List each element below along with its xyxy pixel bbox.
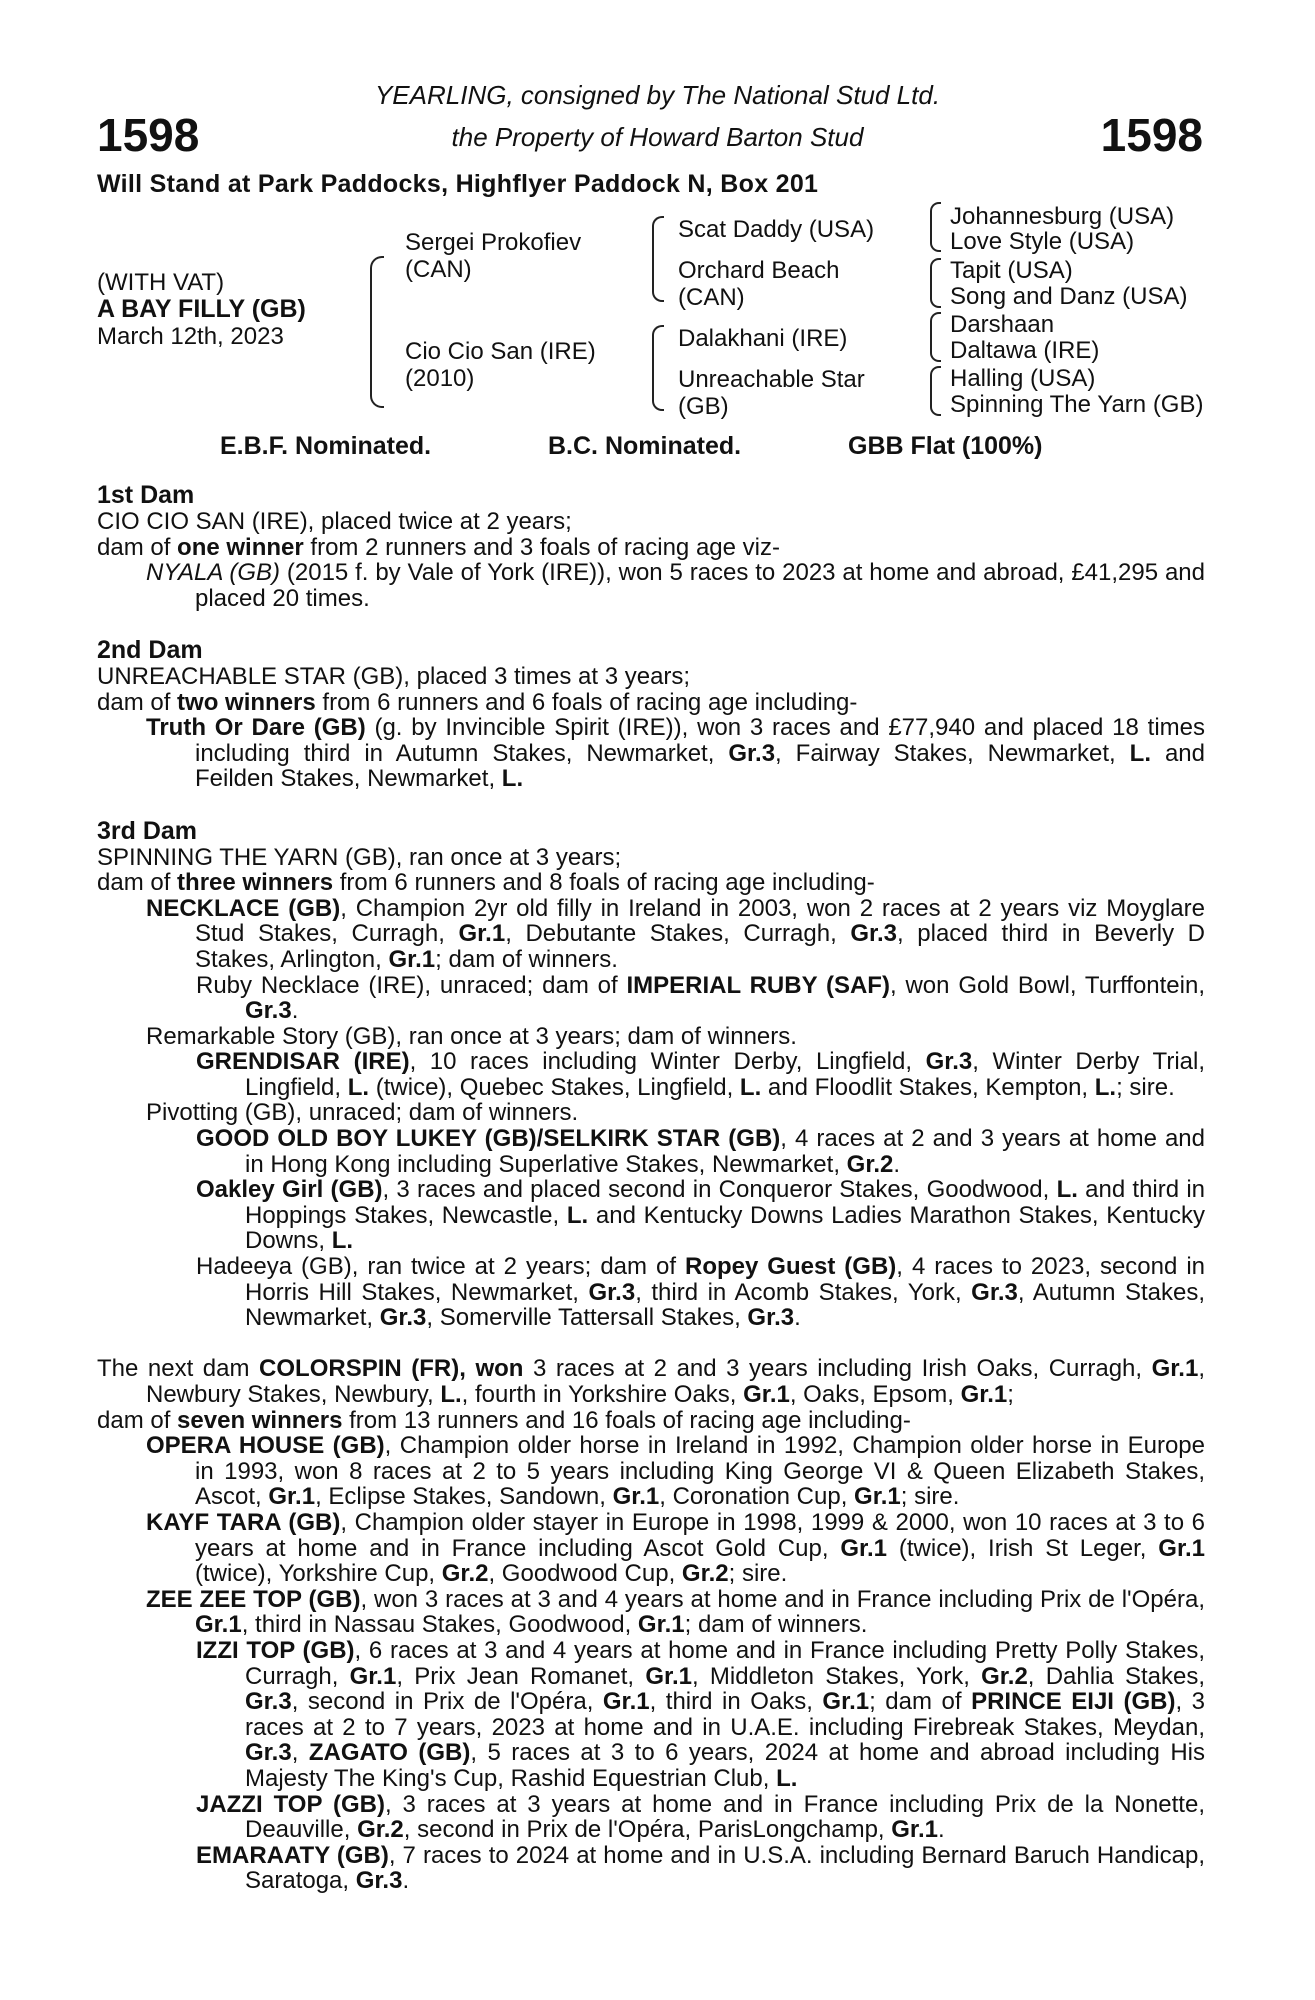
stand-location: Will Stand at Park Paddocks, Highflyer Paddock N, Box 201 bbox=[97, 170, 819, 198]
consignment-line-1: YEARLING, consigned by The National Stud Ltd. bbox=[374, 80, 941, 110]
third-dam-heading: 3rd Dam bbox=[97, 816, 198, 845]
ggp-3: Tapit (USA) bbox=[950, 257, 1073, 284]
bc-nomination: B.C. Nominated. bbox=[548, 432, 742, 460]
progeny-good-old-boy-lukey: GOOD OLD BOY LUKEY (GB)/SELKIRK STAR (GB), 4 races at 2 and 3 years at home and in Hong Kong including Superlative Stakes, Newmarket, Gr.2. bbox=[196, 1125, 1206, 1178]
ggp-7: Halling (USA) bbox=[950, 365, 1096, 392]
ggp-8: Spinning The Yarn (GB) bbox=[950, 391, 1204, 418]
second-dam-summary: dam of two winners from 6 runners and 6 foals of racing age including- bbox=[97, 688, 858, 716]
progeny-truth-or-dare: Truth Or Dare (GB) (g. by Invincible Spirit (IRE)), won 3 races and £77,940 and placed 18 times including third in Autumn Stakes, Newmarket, Gr.3, Fairway Stakes, Newmarket, L. and Feilden Stakes, Newmarket, L. bbox=[146, 714, 1205, 793]
progeny-kayf-tara: KAYF TARA (GB), Champion older stayer in Europe in 1998, 1999 & 2000, won 10 races at 3 to 6 years at home and in France including Ascot Gold Cup, Gr.1 (twice), Irish St Leger, Gr.1 (twice), Yorkshire Cup, Gr.2, Goodwood Cup, Gr.2; sire. bbox=[146, 1508, 1206, 1588]
foaling-date: March 12th, 2023 bbox=[97, 323, 284, 350]
brace-gen2-bottom bbox=[652, 325, 664, 411]
sire-sire: Scat Daddy (USA) bbox=[678, 216, 875, 243]
brace-gen3-2 bbox=[930, 258, 941, 308]
progeny-emaraaty: EMARAATY (GB), 7 races to 2024 at home and in U.S.A. including Bernard Baruch Handicap, Saratoga, Gr.3. bbox=[196, 1841, 1205, 1895]
first-dam-heading: 1st Dam bbox=[97, 481, 195, 509]
progeny-izzi-top: IZZI TOP (GB), 6 races at 3 and 4 years at home and in France including Pretty Polly Stakes, Curragh, Gr.1, Prix Jean Romanet, Gr.1, Middleton Stakes, York, Gr.2, Dahlia Stakes, Gr.3, second in Prix de l'Opéra, Gr.1, third in Oaks, Gr.1; dam of PRINCE EIJI (GB), 3 races at 2 to 7 years, 2023 at home and in U.A.E. including Firebreak Stakes, Meydan, Gr.3, ZAGATO (GB), 5 races at 3 to 6 years, 2024 at home and abroad including His Majesty The King's Cup, Rashid Equestrian Club, L. bbox=[196, 1636, 1206, 1792]
dam-sire: Dalakhani (IRE) bbox=[678, 325, 848, 352]
first-dam-line: CIO CIO SAN (IRE), placed twice at 2 years; bbox=[97, 508, 572, 535]
brace-gen1 bbox=[370, 256, 384, 408]
first-dam-summary: dam of one winner from 2 runners and 3 foals of racing age viz- bbox=[97, 533, 780, 561]
ggp-6: Daltawa (IRE) bbox=[950, 337, 1100, 364]
catalogue-body bbox=[97, 482, 1205, 1894]
brace-gen3-4 bbox=[930, 366, 941, 416]
ebf-nomination: E.B.F. Nominated. bbox=[220, 432, 432, 460]
ggp-5: Darshaan bbox=[950, 311, 1055, 338]
progeny-pivotting: Pivotting (GB), unraced; dam of winners. bbox=[146, 1099, 579, 1127]
dam: Cio Cio San (IRE) (2010) bbox=[405, 338, 596, 392]
next-dam-summary: dam of seven winners from 13 runners and 16 foals of racing age including- bbox=[97, 1406, 911, 1434]
progeny-necklace: NECKLACE (GB), Champion 2yr old filly in Ireland in 2003, won 2 races at 2 years viz Moyglare Stud Stakes, Curragh, Gr.1, Debutante Stakes, Curragh, Gr.3, placed third in Beverly D Stakes, Arlington, Gr.1; dam of winners. bbox=[146, 894, 1205, 973]
progeny-remarkable-story: Remarkable Story (GB), ran once at 3 years; dam of winners. bbox=[146, 1022, 797, 1050]
gbb-flat: GBB Flat (100%) bbox=[848, 432, 1043, 460]
sire-dam: Orchard Beach (CAN) bbox=[678, 257, 840, 311]
lot-number-left: 1598 bbox=[97, 109, 200, 161]
next-dam-colorspin: The next dam COLORSPIN (FR), won 3 races at 2 and 3 years including Irish Oaks, Curragh, Gr.1, Newbury Stakes, Newbury, L., fourth in Yorkshire Oaks, Gr.1, Oaks, Epsom, Gr.1; bbox=[97, 1355, 1205, 1408]
ggp-4: Song and Danz (USA) bbox=[950, 283, 1188, 310]
progeny-zee-zee-top: ZEE ZEE TOP (GB), won 3 races at 3 and 4 years at home and in France including Prix de l'Opéra, Gr.1, third in Nassau Stakes, Goodwood, Gr.1; dam of winners. bbox=[146, 1585, 1205, 1639]
lot-number-right: 1598 bbox=[1100, 109, 1203, 161]
progeny-nyala: NYALA (GB) (2015 f. by Vale of York (IRE)), won 5 races to 2023 at home and abroad, £41,295 and placed 20 times. bbox=[146, 559, 1205, 612]
ggp-2: Love Style (USA) bbox=[950, 228, 1135, 255]
sire: Sergei Prokofiev (CAN) bbox=[405, 229, 582, 283]
vat-note: (WITH VAT) bbox=[97, 269, 225, 296]
horse-name: A BAY FILLY (GB) bbox=[97, 295, 306, 323]
progeny-grendisar: GRENDISAR (IRE), 10 races including Winter Derby, Lingfield, Gr.3, Winter Derby Trial, Lingfield, L. (twice), Quebec Stakes, Lingfield, L. and Floodlit Stakes, Kempton, L.; sire. bbox=[196, 1048, 1205, 1101]
progeny-jazzi-top: JAZZI TOP (GB), 3 races at 3 years at home and in France including Prix de la Nonette, Deauville, Gr.2, second in Prix de l'Opéra, ParisLongchamp, Gr.1. bbox=[196, 1790, 1205, 1844]
progeny-opera-house: OPERA HOUSE (GB), Champion older horse in Ireland in 1992, Champion older horse in Europe in 1993, won 8 races at 2 to 5 years including King George VI & Queen Elizabeth Stakes, Ascot, Gr.1, Eclipse Stakes, Sandown, Gr.1, Coronation Cup, Gr.1; sire. bbox=[146, 1432, 1205, 1511]
progeny-oakley-girl: Oakley Girl (GB), 3 races and placed second in Conqueror Stakes, Goodwood, L. and third in Hoppings Stakes, Newcastle, L. and Kentucky Downs Ladies Marathon Stakes, Kentucky Downs, L. bbox=[196, 1176, 1205, 1255]
brace-gen3-3 bbox=[930, 312, 941, 362]
progeny-ruby-necklace: Ruby Necklace (IRE), unraced; dam of IMPERIAL RUBY (SAF), won Gold Bowl, Turffontein, Gr.3. bbox=[196, 971, 1205, 1025]
brace-gen2-top bbox=[652, 216, 664, 302]
ggp-1: Johannesburg (USA) bbox=[950, 203, 1175, 230]
second-dam-heading: 2nd Dam bbox=[97, 635, 203, 664]
third-dam-line: SPINNING THE YARN (GB), ran once at 3 years; bbox=[97, 843, 622, 871]
progeny-hadeeya: Hadeeya (GB), ran twice at 2 years; dam of Ropey Guest (GB), 4 races to 2023, second in Horris Hill Stakes, Newmarket, Gr.3, third in Acomb Stakes, York, Gr.3, Autumn Stakes, Newmarket, Gr.3, Somerville Tattersall Stakes, Gr.3. bbox=[196, 1253, 1206, 1332]
brace-gen3-1 bbox=[930, 202, 941, 252]
second-dam-line: UNREACHABLE STAR (GB), placed 3 times at 3 years; bbox=[97, 662, 691, 690]
consignment-line-2: the Property of Howard Barton Stud bbox=[451, 122, 864, 152]
dam-dam: Unreachable Star (GB) bbox=[678, 366, 865, 420]
third-dam-summary: dam of three winners from 6 runners and 8 foals of racing age including- bbox=[97, 869, 875, 897]
